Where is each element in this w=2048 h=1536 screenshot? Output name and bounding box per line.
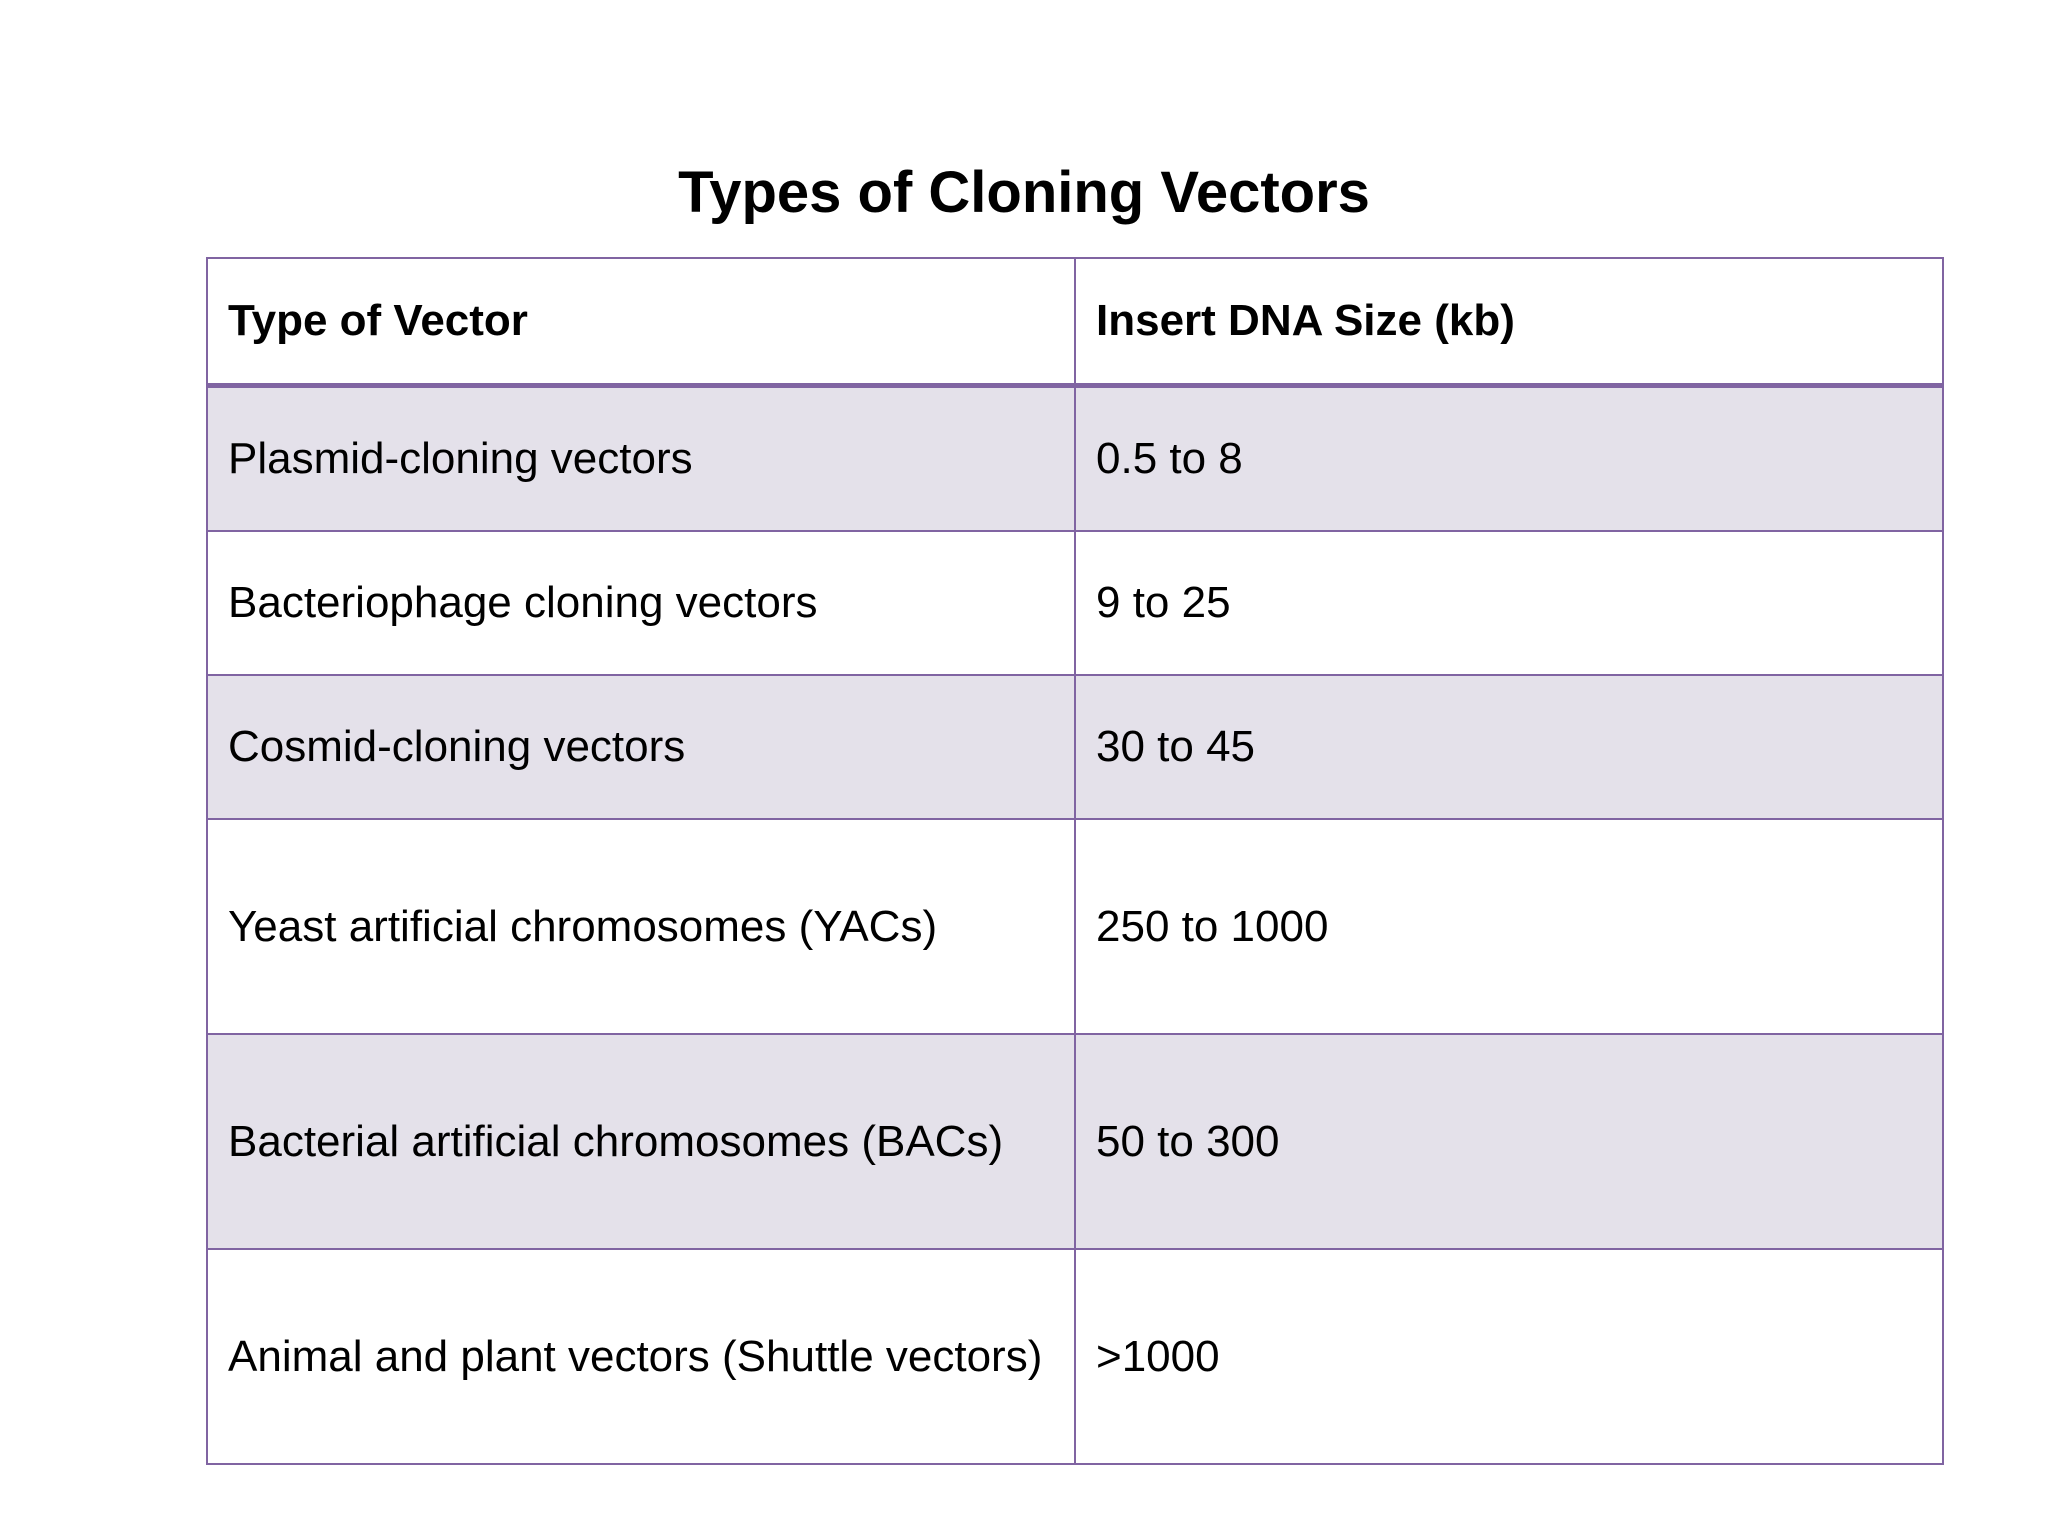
header-type-of-vector: Type of Vector	[207, 258, 1075, 386]
insert-size-cell: 30 to 45	[1075, 675, 1943, 819]
table-row	[207, 1249, 1943, 1464]
slide-title: Types of Cloning Vectors	[678, 160, 1370, 225]
insert-size-cell: 0.5 to 8	[1075, 386, 1943, 532]
vector-type-cell: Plasmid-cloning vectors	[207, 386, 1075, 532]
table-row	[207, 819, 1943, 1034]
vector-type-cell: Bacterial artificial chromosomes (BACs)	[207, 1034, 1075, 1249]
insert-size-cell: 250 to 1000	[1075, 819, 1943, 1034]
insert-size-cell: 9 to 25	[1075, 531, 1943, 675]
vector-type-cell: Cosmid-cloning vectors	[207, 675, 1075, 819]
table-row	[207, 1034, 1943, 1249]
table-row	[207, 386, 1943, 532]
table-row	[207, 675, 1943, 819]
vector-type-cell: Yeast artificial chromosomes (YACs)	[207, 819, 1075, 1034]
insert-size-cell: >1000	[1075, 1249, 1943, 1464]
header-insert-dna-size: Insert DNA Size (kb)	[1075, 258, 1943, 386]
insert-size-cell: 50 to 300	[1075, 1034, 1943, 1249]
vector-type-cell: Bacteriophage cloning vectors	[207, 531, 1075, 675]
table-row	[207, 531, 1943, 675]
vector-type-cell: Animal and plant vectors (Shuttle vectors)	[207, 1249, 1075, 1464]
table-header-row	[207, 258, 1943, 386]
cloning-vectors-table	[206, 257, 1944, 1465]
